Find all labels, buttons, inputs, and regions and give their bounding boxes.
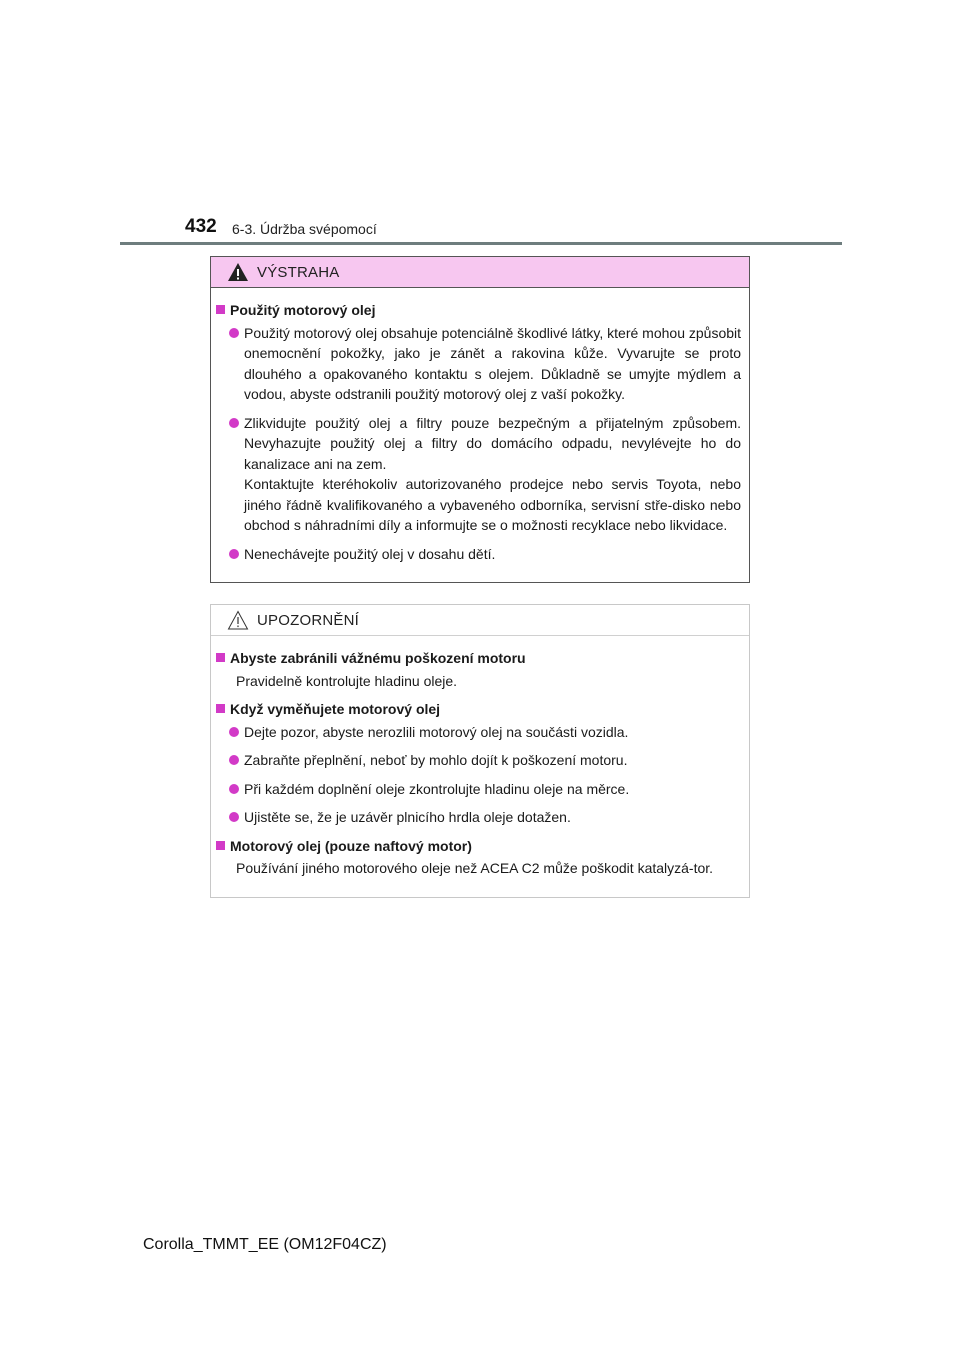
dot-bullet-icon	[229, 784, 239, 794]
warning-bullet-text: Nenechávejte použitý olej v dosahu dětí.	[244, 545, 496, 562]
caution-body	[211, 636, 749, 879]
caution-bullet-text: Zabraňte přeplnění, neboť by mohlo dojít k poškození motoru.	[244, 752, 628, 768]
caution-text: Pravidelně kontrolujte hladinu oleje.	[236, 672, 458, 689]
header-rule	[120, 242, 842, 245]
warning-title: VÝSTRAHA	[257, 263, 340, 281]
page-number: 432	[185, 216, 217, 237]
warning-bullet	[229, 323, 741, 405]
caution-bullet-text: Dejte pozor, abyste nerozlili motorový olej na součásti vozidla.	[244, 723, 629, 740]
warning-bullet-text: Použitý motorový olej obsahuje potenciálně škodlivé látky, které mohou způsobit onemocnění pokožky, jako je zánět a rakovina kůže. Vyvarujte se proto dlouhého a opakovaného kontaktu s olejem. Důkladně se umyjte mýdlem a vodou, abyste odstranili použitý motorový olej z vaší pokožky.	[244, 324, 742, 402]
square-bullet-icon	[216, 305, 225, 314]
caution-heading-text: Když vyměňujete motorový olej	[230, 701, 441, 717]
caution-title: UPOZORNĚNÍ	[257, 611, 360, 629]
warning-heading	[216, 300, 741, 321]
caution-heading	[216, 836, 741, 857]
dot-bullet-icon	[229, 418, 239, 428]
warning-bullet	[229, 413, 741, 536]
caution-bullet	[229, 779, 741, 800]
caution-heading	[216, 699, 741, 720]
caution-bullet	[229, 807, 741, 828]
dot-bullet-icon	[229, 549, 239, 559]
dot-bullet-icon	[229, 727, 239, 737]
warning-triangle-outline-icon	[227, 610, 249, 630]
warning-box	[210, 256, 750, 583]
caution-heading-text: Motorový olej (pouze naftový motor)	[230, 837, 472, 854]
caution-bullet	[229, 750, 741, 771]
caution-text: Používání jiného motorového oleje než ACEA C2 může poškodit katalyzá-tor.	[236, 860, 714, 876]
section-title: 6-3. Údržba svépomocí	[232, 221, 377, 237]
dot-bullet-icon	[229, 812, 239, 822]
warning-header	[211, 257, 749, 288]
caution-header	[211, 605, 749, 636]
warning-body	[211, 288, 749, 564]
warning-triangle-filled-icon	[227, 262, 249, 282]
footer-model-code: Corolla_TMMT_EE (OM12F04CZ)	[143, 1236, 387, 1253]
caution-bullet	[229, 722, 741, 743]
caution-heading	[216, 648, 741, 669]
square-bullet-icon	[216, 704, 225, 713]
caution-box	[210, 604, 750, 898]
square-bullet-icon	[216, 653, 225, 662]
caution-heading-text: Abyste zabránili vážnému poškození motoru	[230, 650, 526, 666]
caution-bullet-text: Při každém doplnění oleje zkontrolujte hladinu oleje na měrce.	[244, 780, 630, 797]
warning-bullet-block	[244, 413, 741, 536]
dot-bullet-icon	[229, 755, 239, 765]
warning-bullet	[229, 544, 741, 565]
warning-bullet-text: Zlikvidujte použitý olej a filtry pouze bezpečným a přijatelným způsobem. Nevyhazujte použitý olej a filtry do domácího odpadu, nevylévejte ho do kanalizace ani na zem.	[244, 414, 741, 472]
dot-bullet-icon	[229, 328, 239, 338]
warning-heading-text: Použitý motorový olej	[230, 302, 376, 318]
warning-bullet-extra-text: Kontaktujte kteréhokoliv autorizovaného prodejce nebo servis Toyota, nebo jiného řádně kvalifikovaného a vybaveného odborníka, servisní stře-disko nebo obchod s náhradními díly a informujte se o možnosti recyklace nebo likvidace.	[244, 476, 741, 533]
square-bullet-icon	[216, 841, 225, 850]
caution-bullet-text: Ujistěte se, že je uzávěr plnicího hrdla oleje dotažen.	[244, 809, 571, 825]
